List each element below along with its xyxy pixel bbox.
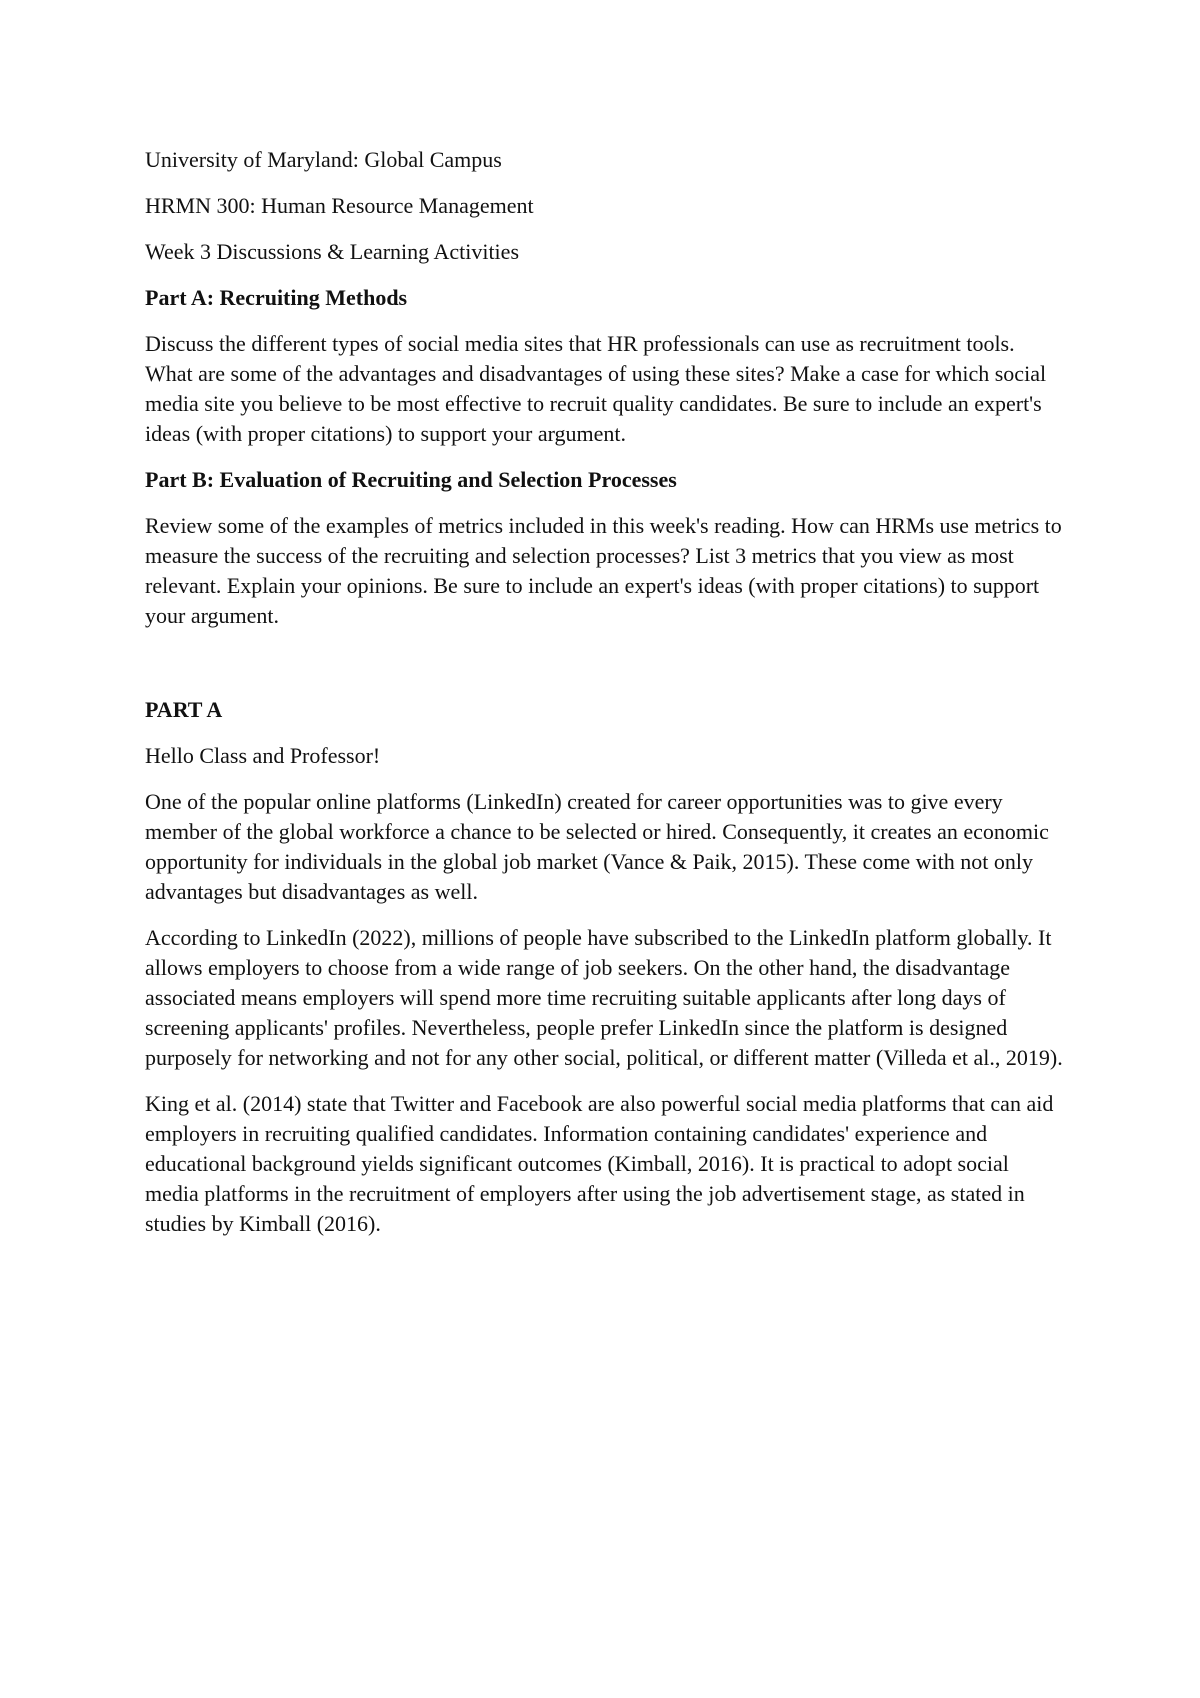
week-line: Week 3 Discussions & Learning Activities xyxy=(145,239,519,264)
section-spacer xyxy=(145,647,1065,695)
answer-paragraph: King et al. (2014) state that Twitter and Facebook are also powerful social media platforms that can aid employers in recruiting qualified candidates. Information containing candidates' experience and educational background yields significant outcomes (Kimball, 2016). It is practical to adopt social media platforms in the recruitment of employers after using the job advertisement stage, as stated in studies by Kimball (2016). xyxy=(145,1091,1054,1236)
course-line: HRMN 300: Human Resource Management xyxy=(145,193,534,218)
document-content xyxy=(145,145,1065,1255)
answer-paragraph: According to LinkedIn (2022), millions of people have subscribed to the LinkedIn platform globally. It allows employers to choose from a wide range of job seekers. On the other hand, the disadvantage associated means employers will spend more time recruiting suitable applicants after long days of screening applicants' profiles. Nevertheless, people prefer LinkedIn since the platform is designed purposely for networking and not for any other social, political, or different matter (Villeda et al., 2019). xyxy=(145,925,1063,1070)
part-b-prompt-body: Review some of the examples of metrics included in this week's reading. How can HRMs use metrics to measure the success of the recruiting and selection processes? List 3 metrics that you view as most relevant. Explain your opinions. Be sure to include an expert's ideas (with proper citations) to support your argument. xyxy=(145,513,1062,628)
answer-greeting: Hello Class and Professor! xyxy=(145,743,381,768)
institution-line: University of Maryland: Global Campus xyxy=(145,147,502,172)
answer-paragraph: One of the popular online platforms (LinkedIn) created for career opportunities was to give every member of the global workforce a chance to be selected or hired. Consequently, it creates an economic opportunity for individuals in the global job market (Vance & Paik, 2015). These come with not only advantages but disadvantages as well. xyxy=(145,789,1049,904)
answer-heading: PART A xyxy=(145,697,223,722)
part-a-prompt-body: Discuss the different types of social media sites that HR professionals can use as recruitment tools. What are some of the advantages and disadvantages of using these sites? Make a case for which social media site you believe to be most effective to recruit quality candidates. Be sure to include an expert's ideas (with proper citations) to support your argument. xyxy=(145,331,1047,446)
part-a-prompt-title: Part A: Recruiting Methods xyxy=(145,285,408,310)
part-b-prompt-title: Part B: Evaluation of Recruiting and Selection Processes xyxy=(145,467,677,492)
